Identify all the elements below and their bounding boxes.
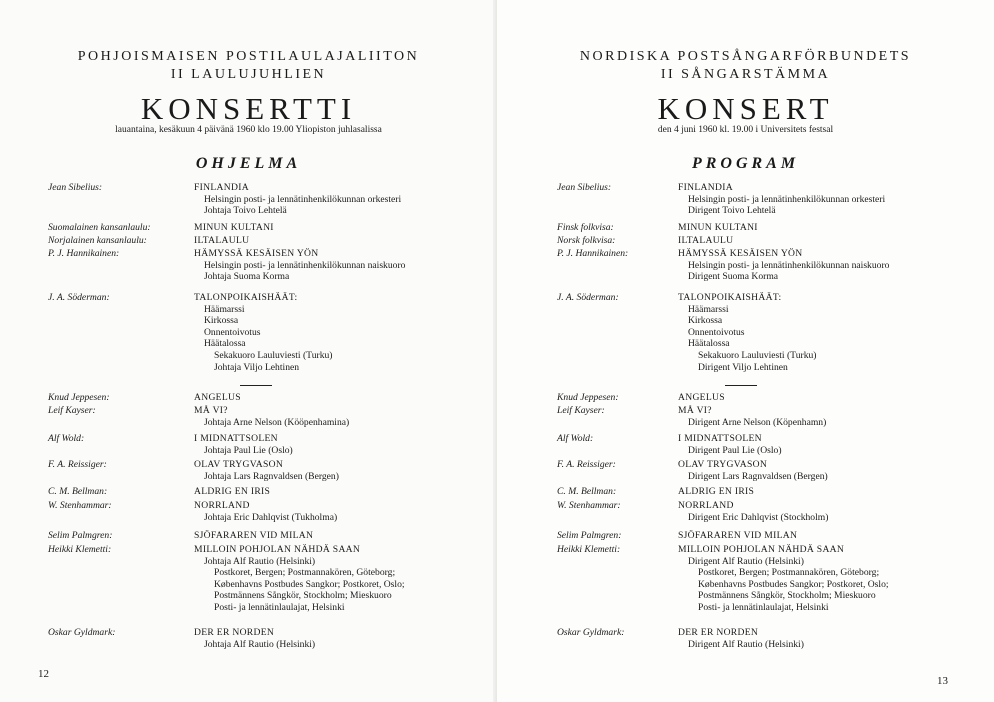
performer-line: Johtaja Paul Lie (Oslo) — [204, 444, 293, 456]
program-heading: OHJELMA — [195, 155, 302, 172]
work-details — [194, 182, 401, 217]
composer-name: J. A. Söderman: — [557, 292, 619, 303]
work-details — [678, 292, 817, 373]
work-title: TALONPOIKAISHÄÄT: — [678, 292, 782, 303]
composer-name: Heikki Klemetti: — [48, 544, 112, 555]
section-divider — [240, 385, 272, 386]
work-details — [678, 459, 828, 482]
composer-name: F. A. Reissiger: — [557, 459, 616, 470]
work-title: FINLANDIA — [678, 182, 733, 193]
composer-name: Finsk folkvisa: — [557, 222, 614, 233]
work-title: FINLANDIA — [194, 182, 249, 193]
concert-subtitle: lauantaina, kesäkuun 4 päivänä 1960 klo 19.00 Yliopiston juhlasalissa — [115, 125, 382, 135]
composer-name: Leif Kayser: — [557, 405, 605, 416]
composer-name: Leif Kayser: — [48, 405, 96, 416]
concert-title: KONSERTTI — [140, 91, 357, 126]
work-details — [678, 248, 889, 283]
composer-name: F. A. Reissiger: — [48, 459, 107, 470]
work-details — [194, 392, 241, 404]
performer-line: Postmännens Sångkör, Stockholm; Mieskuoro — [698, 590, 876, 602]
page-number: 13 — [937, 675, 948, 687]
performer-line: Dirigent Eric Dahlqvist (Stockholm) — [688, 511, 829, 523]
composer-name: Jean Sibelius: — [557, 182, 612, 193]
work-title: ALDRIG EN IRIS — [194, 486, 271, 497]
work-title: ANGELUS — [678, 392, 725, 403]
performer-line: Postmännens Sångkör, Stockholm; Mieskuoro — [214, 590, 392, 602]
work-title: ILTALAULU — [194, 235, 250, 246]
work-details — [194, 544, 405, 614]
composer-name: W. Stenhammar: — [557, 500, 621, 511]
work-details — [194, 530, 313, 542]
performer-line: Kirkossa — [688, 315, 723, 327]
composer-name: J. A. Söderman: — [48, 292, 110, 303]
performer-line: Onnentoivotus — [204, 326, 261, 338]
work-details — [678, 222, 758, 234]
composer-name: W. Stenhammar: — [48, 500, 112, 511]
performer-line: Københavns Postbudes Sangkor; Postkoret, Oslo; — [698, 578, 889, 590]
work-details — [678, 182, 885, 217]
performer-line: Dirigent Viljo Lehtinen — [698, 361, 788, 373]
work-title: OLAV TRYGVASON — [678, 459, 768, 470]
work-title: ILTALAULU — [678, 235, 734, 246]
work-details — [678, 500, 828, 523]
composer-name: Heikki Klemetti: — [557, 544, 621, 555]
composer-name: P. J. Hannikainen: — [557, 248, 629, 259]
organization-line-1: NORDISKA POSTSÅNGARFÖRBUNDETS — [579, 49, 912, 64]
work-details — [678, 544, 889, 614]
performer-line: Helsingin posti- ja lennätinhenkilökunnan orkesteri — [688, 193, 886, 205]
composer-name: Suomalainen kansanlaulu: — [48, 222, 151, 233]
performer-line: Dirigent Lars Ragnvaldsen (Bergen) — [688, 470, 828, 482]
performer-line: Dirigent Paul Lie (Oslo) — [688, 444, 782, 456]
organization-line-2: II LAULUJUHLIEN — [170, 67, 327, 82]
composer-name: P. J. Hannikainen: — [48, 248, 120, 259]
performer-line: Onnentoivotus — [688, 326, 745, 338]
work-details — [194, 222, 274, 234]
composer-name: Alf Wold: — [48, 433, 85, 444]
performer-line: Dirigent Arne Nelson (Köpenhamn) — [688, 416, 827, 428]
composer-name: Knud Jeppesen: — [48, 392, 110, 403]
composer-name: C. M. Bellman: — [48, 486, 108, 497]
performer-line: Helsingin posti- ja lennätinhenkilökunnan naiskuoro — [204, 259, 406, 271]
performer-line: Københavns Postbudes Sangkor; Postkoret, Oslo; — [214, 578, 405, 590]
organization-line-1: POHJOISMAISEN POSTILAULAJALIITON — [77, 49, 420, 64]
section-divider — [725, 385, 757, 386]
work-details — [194, 486, 270, 498]
composer-name: Alf Wold: — [557, 433, 594, 444]
performer-line: Häätalossa — [688, 338, 730, 350]
work-title: MÅ VI? — [678, 405, 712, 416]
work-title: TALONPOIKAISHÄÄT: — [194, 292, 298, 303]
performer-line: Dirigent Toivo Lehtelä — [688, 205, 776, 217]
work-title: SJÖFARAREN VID MILAN — [678, 530, 798, 541]
work-title: SJÖFARAREN VID MILAN — [194, 530, 314, 541]
concert-title: KONSERT — [657, 91, 834, 126]
right-page — [497, 0, 994, 702]
work-details — [678, 392, 725, 404]
performer-line: Johtaja Viljo Lehtinen — [214, 361, 300, 373]
composer-name: Norsk folkvisa: — [557, 235, 616, 246]
performer-line: Johtaja Toivo Lehtelä — [204, 205, 287, 217]
work-title: ALDRIG EN IRIS — [678, 486, 755, 497]
performer-line: Johtaja Eric Dahlqvist (Tukholma) — [204, 511, 338, 523]
program-heading: PROGRAM — [691, 155, 800, 172]
composer-name: Knud Jeppesen: — [557, 392, 619, 403]
work-title: I MIDNATTSOLEN — [194, 433, 278, 444]
performer-line: Kirkossa — [204, 315, 239, 327]
performer-line: Johtaja Suoma Korma — [204, 271, 290, 283]
work-details — [678, 486, 754, 498]
performer-line: Sekakuoro Lauluviesti (Turku) — [698, 349, 817, 361]
work-details — [194, 500, 337, 523]
work-title: HÄMYSSÄ KESÄISEN YÖN — [194, 248, 319, 259]
work-details — [678, 627, 804, 650]
performer-line: Johtaja Alf Rautio (Helsinki) — [204, 638, 316, 650]
work-title: MINUN KULTANI — [194, 222, 274, 233]
performer-line: Johtaja Alf Rautio (Helsinki) — [204, 555, 316, 567]
composer-name: C. M. Bellman: — [557, 486, 617, 497]
composer-name: Jean Sibelius: — [48, 182, 103, 193]
performer-line: Postkoret, Bergen; Postmannakören, Göteborg; — [214, 567, 396, 579]
performer-line: Posti- ja lennätinlaulajat, Helsinki — [698, 601, 829, 613]
work-title: OLAV TRYGVASON — [194, 459, 284, 470]
work-title: NORRLAND — [678, 500, 734, 511]
work-title: MILLOIN POHJOLAN NÄHDÄ SAAN — [678, 544, 845, 555]
work-details — [194, 627, 315, 650]
work-title: NORRLAND — [194, 500, 250, 511]
composer-name: Selim Palmgren: — [48, 530, 113, 541]
performer-line: Helsingin posti- ja lennätinhenkilökunnan naiskuoro — [688, 259, 890, 271]
composer-name: Norjalainen kansanlaulu: — [48, 235, 147, 246]
work-title: HÄMYSSÄ KESÄISEN YÖN — [678, 248, 803, 259]
work-details — [194, 248, 405, 283]
work-title: ANGELUS — [194, 392, 241, 403]
page-number: 12 — [38, 668, 49, 680]
work-details — [194, 459, 339, 482]
performer-line: Häämarssi — [688, 303, 729, 315]
work-title: MINUN KULTANI — [678, 222, 758, 233]
work-details — [194, 433, 293, 456]
performer-line: Helsingin posti- ja lennätinhenkilökunnan orkesteri — [204, 193, 402, 205]
work-details — [678, 433, 782, 456]
performer-line: Johtaja Lars Ragnvaldsen (Bergen) — [204, 470, 339, 482]
work-details — [194, 235, 249, 247]
composer-name: Oskar Gyldmark: — [557, 627, 625, 638]
work-title: DER ER NORDEN — [678, 627, 759, 638]
performer-line: Sekakuoro Lauluviesti (Turku) — [214, 349, 333, 361]
concert-subtitle: den 4 juni 1960 kl. 19.00 i Universitets festsal — [657, 125, 834, 135]
work-details — [678, 530, 797, 542]
work-title: DER ER NORDEN — [194, 627, 275, 638]
performer-line: Dirigent Alf Rautio (Helsinki) — [688, 555, 804, 567]
work-details — [678, 235, 733, 247]
performer-line: Dirigent Alf Rautio (Helsinki) — [688, 638, 804, 650]
work-title: MILLOIN POHJOLAN NÄHDÄ SAAN — [194, 544, 361, 555]
organization-line-2: II SÅNGARSTÄMMA — [660, 67, 831, 82]
work-title: MÅ VI? — [194, 405, 228, 416]
work-title: I MIDNATTSOLEN — [678, 433, 762, 444]
work-details — [194, 292, 333, 373]
performer-line: Posti- ja lennätinlaulajat, Helsinki — [214, 601, 345, 613]
work-details — [678, 405, 826, 428]
performer-line: Johtaja Arne Nelson (Kööpenhamina) — [204, 416, 350, 428]
performer-line: Dirigent Suoma Korma — [688, 271, 779, 283]
performer-line: Häätalossa — [204, 338, 246, 350]
composer-name: Selim Palmgren: — [557, 530, 622, 541]
performer-line: Häämarssi — [204, 303, 245, 315]
performer-line: Postkoret, Bergen; Postmannakören, Göteborg; — [698, 567, 880, 579]
composer-name: Oskar Gyldmark: — [48, 627, 116, 638]
work-details — [194, 405, 349, 428]
